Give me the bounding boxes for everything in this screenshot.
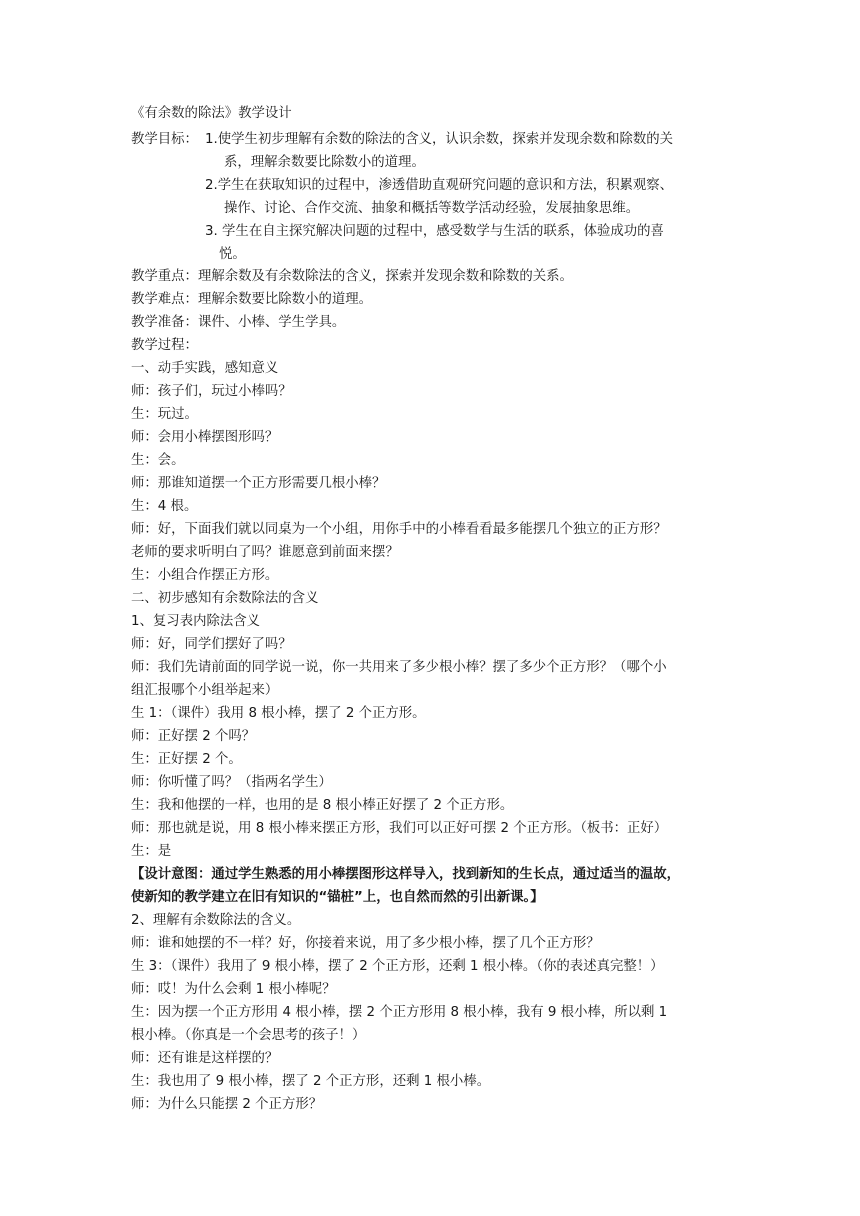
doc-title: 《有余数的除法》教学设计 (131, 106, 292, 121)
design-intent: 使新知的教学建立在旧有知识的“锚桩”上，也自然而然的引出新课。】 (131, 890, 544, 905)
dialogue-line: 师：会用小棒摆图形吗？ (131, 430, 279, 445)
section-heading: 一、动手实践，感知意义 (131, 361, 279, 376)
dialogue-line: 师：为什么只能摆 2 个正方形？ (131, 1097, 323, 1112)
objective-1-line-1: 1.使学生初步理解有余数的除法的含义，认识余数，探索并发现余数和除数的关 (205, 132, 674, 147)
objectives-label: 教学目标： (131, 132, 198, 147)
key-point: 教学重点：理解余数及有余数除法的含义，探索并发现余数和除数的关系。 (131, 269, 573, 284)
dialogue-line: 师：哎！为什么会剩 1 根小棒呢？ (131, 982, 336, 997)
difficulty: 教学难点：理解余数要比除数小的道理。 (131, 292, 373, 307)
subsection-heading: 1、复习表内除法含义 (131, 614, 261, 629)
dialogue-line: 生 3：（课件）我用了 9 根小棒，摆了 2 个正方形，还剩 1 根小棒。（你的表述真完整！） (131, 959, 664, 974)
objective-2-line-2: 操作、讨论、合作交流、抽象和概括等数学活动经验，发展抽象思维。 (224, 201, 640, 216)
dialogue-line: 师：谁和她摆的不一样？好，你接着来说，用了多少根小棒，摆了几个正方形？ (131, 936, 600, 951)
dialogue-line: 生：小组合作摆正方形。 (131, 568, 279, 583)
dialogue-line: 师：正好摆 2 个吗？ (131, 729, 256, 744)
preparation: 教学准备：课件、小棒、学生学具。 (131, 315, 346, 330)
dialogue-line: 生：玩过。 (131, 407, 198, 422)
dialogue-line: 师：你听懂了吗？（指两名学生） (131, 775, 332, 790)
objective-1-line-2: 系，理解余数要比除数小的道理。 (224, 155, 425, 170)
dialogue-line: 生：我和他摆的一样，也用的是 8 根小棒正好摆了 2 个正方形。 (131, 798, 514, 813)
dialogue-line: 师：好，同学们摆好了吗？ (131, 637, 292, 652)
dialogue-line: 生：是 (131, 844, 172, 859)
dialogue-line: 师：那也就是说，用 8 根小棒来摆正方形，我们可以正好可摆 2 个正方形。（板书：正好） (131, 821, 668, 836)
dialogue-line: 生：4 根。 (131, 499, 198, 514)
design-intent: 【设计意图：通过学生熟悉的用小棒摆图形这样导入，找到新知的生长点，通过适当的温故， (131, 867, 681, 882)
dialogue-line: 师：孩子们，玩过小棒吗？ (131, 384, 292, 399)
dialogue-line: 生：我也用了 9 根小棒，摆了 2 个正方形，还剩 1 根小棒。 (131, 1074, 491, 1089)
objective-3-line-2: 悦。 (219, 247, 246, 262)
process-label: 教学过程： (131, 338, 198, 353)
dialogue-line: 生：会。 (131, 453, 185, 468)
dialogue-line: 根小棒。（你真是一个会思考的孩子！） (131, 1028, 366, 1043)
dialogue-line: 组汇报哪个小组举起来） (131, 683, 279, 698)
dialogue-line: 生 1：（课件）我用 8 根小棒，摆了 2 个正方形。 (131, 706, 426, 721)
dialogue-line: 生：正好摆 2 个。 (131, 752, 242, 767)
dialogue-line: 师：那谁知道摆一个正方形需要几根小棒？ (131, 476, 386, 491)
objective-2-line-1: 2.学生在获取知识的过程中，渗透借助直观研究问题的意识和方法，积累观察、 (205, 178, 674, 193)
dialogue-line: 生：因为摆一个正方形用 4 根小棒，摆 2 个正方形用 8 根小棒，我有 9 根小棒，所以剩 1 (131, 1005, 668, 1020)
section-heading: 二、初步感知有余数除法的含义 (131, 591, 319, 606)
dialogue-line: 师：好，下面我们就以同桌为一个小组，用你手中的小棒看看最多能摆几个独立的正方形？ (131, 522, 667, 537)
dialogue-line: 师：我们先请前面的同学说一说，你一共用来了多少根小棒？摆了多少个正方形？（哪个小 (131, 660, 667, 675)
subsection-heading: 2、理解有余数除法的含义。 (131, 913, 301, 928)
dialogue-line: 老师的要求听明白了吗？谁愿意到前面来摆？ (131, 545, 399, 560)
objective-3-line-1: 3. 学生在自主探究解决问题的过程中，感受数学与生活的联系，体验成功的喜 (205, 224, 664, 239)
dialogue-line: 师：还有谁是这样摆的？ (131, 1051, 279, 1066)
